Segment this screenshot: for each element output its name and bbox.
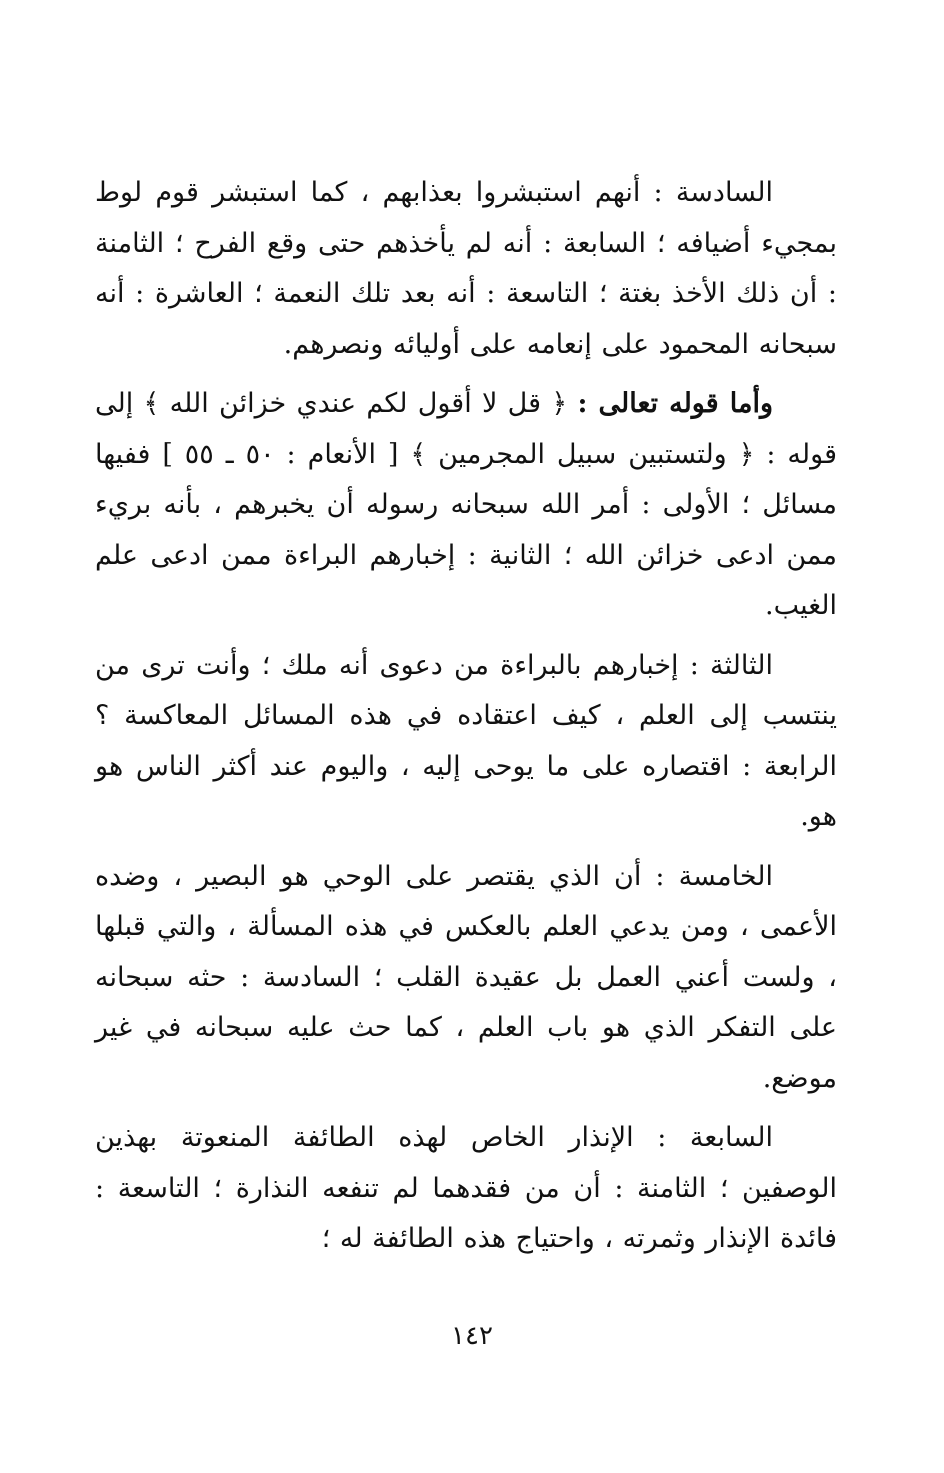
paragraph-2 [95, 379, 837, 632]
paragraph-1 [95, 168, 837, 370]
paragraph-3 [95, 641, 837, 843]
paragraph-3-text: الثالثة : إخبارهم بالبراءة من دعوى أنه ملك ؛ وأنت ترى من ينتسب إلى العلم ، كيف اعتقاده في هذه المسائل المعاكسة ؟ الرابعة : اقتصاره على ما يوحى إليه ، واليوم عند أكثر الناس هو هو. [95, 649, 837, 832]
paragraph-2-lead: وأما قوله تعالى : [577, 388, 773, 419]
paragraph-4-text: الخامسة : أن الذي يقتصر على الوحي هو البصير ، وضده الأعمى ، ومن يدعي العلم بالعكس في هذه المسألة ، والتي قبلها ، ولست أعني العمل بل عقيدة القلب ؛ السادسة : حثه سبحانه على التفكر الذي هو باب العلم ، كما حث عليه سبحانه في غير موضع. [95, 860, 837, 1094]
paragraph-1-text: السادسة : أنهم استبشروا بعذابهم ، كما استبشر قوم لوط بمجيء أضيافه ؛ السابعة : أنه لم يأخذهم حتى وقع الفرح ؛ الثامنة : أن ذلك الأخذ بغتة ؛ التاسعة : أنه بعد تلك النعمة ؛ العاشرة : أنه سبحانه المحمود على إنعامه على أوليائه ونصرهم. [95, 177, 837, 360]
page-number: ١٤٢ [451, 1321, 493, 1351]
page-body [95, 168, 837, 1318]
paragraph-5-text: السابعة : الإنذار الخاص لهذه الطائفة المنعوتة بهذين الوصفين ؛ الثامنة : أن من فقدهما لم تنفعه النذارة ؛ التاسعة : فائدة الإنذار وثمرته ، واحتياج هذه الطائفة له ؛ [95, 1122, 837, 1254]
paragraph-4 [95, 852, 837, 1105]
paragraph-2-text: ﴿ قل لا أقول لكم عندي خزائن الله ﴾ إلى قوله : ﴿ ولتستبين سبيل المجرمين ﴾ [ الأنعام : ٥٠ ـ ٥٥ ] ففيها مسائل ؛ الأولى : أمر الله سبحانه رسوله أن يخبرهم ، بأنه بريء ممن ادعى خزائن الله ؛ الثانية : إخبارهم البراءة ممن ادعى علم الغيب. [95, 388, 837, 621]
paragraph-5 [95, 1113, 837, 1265]
